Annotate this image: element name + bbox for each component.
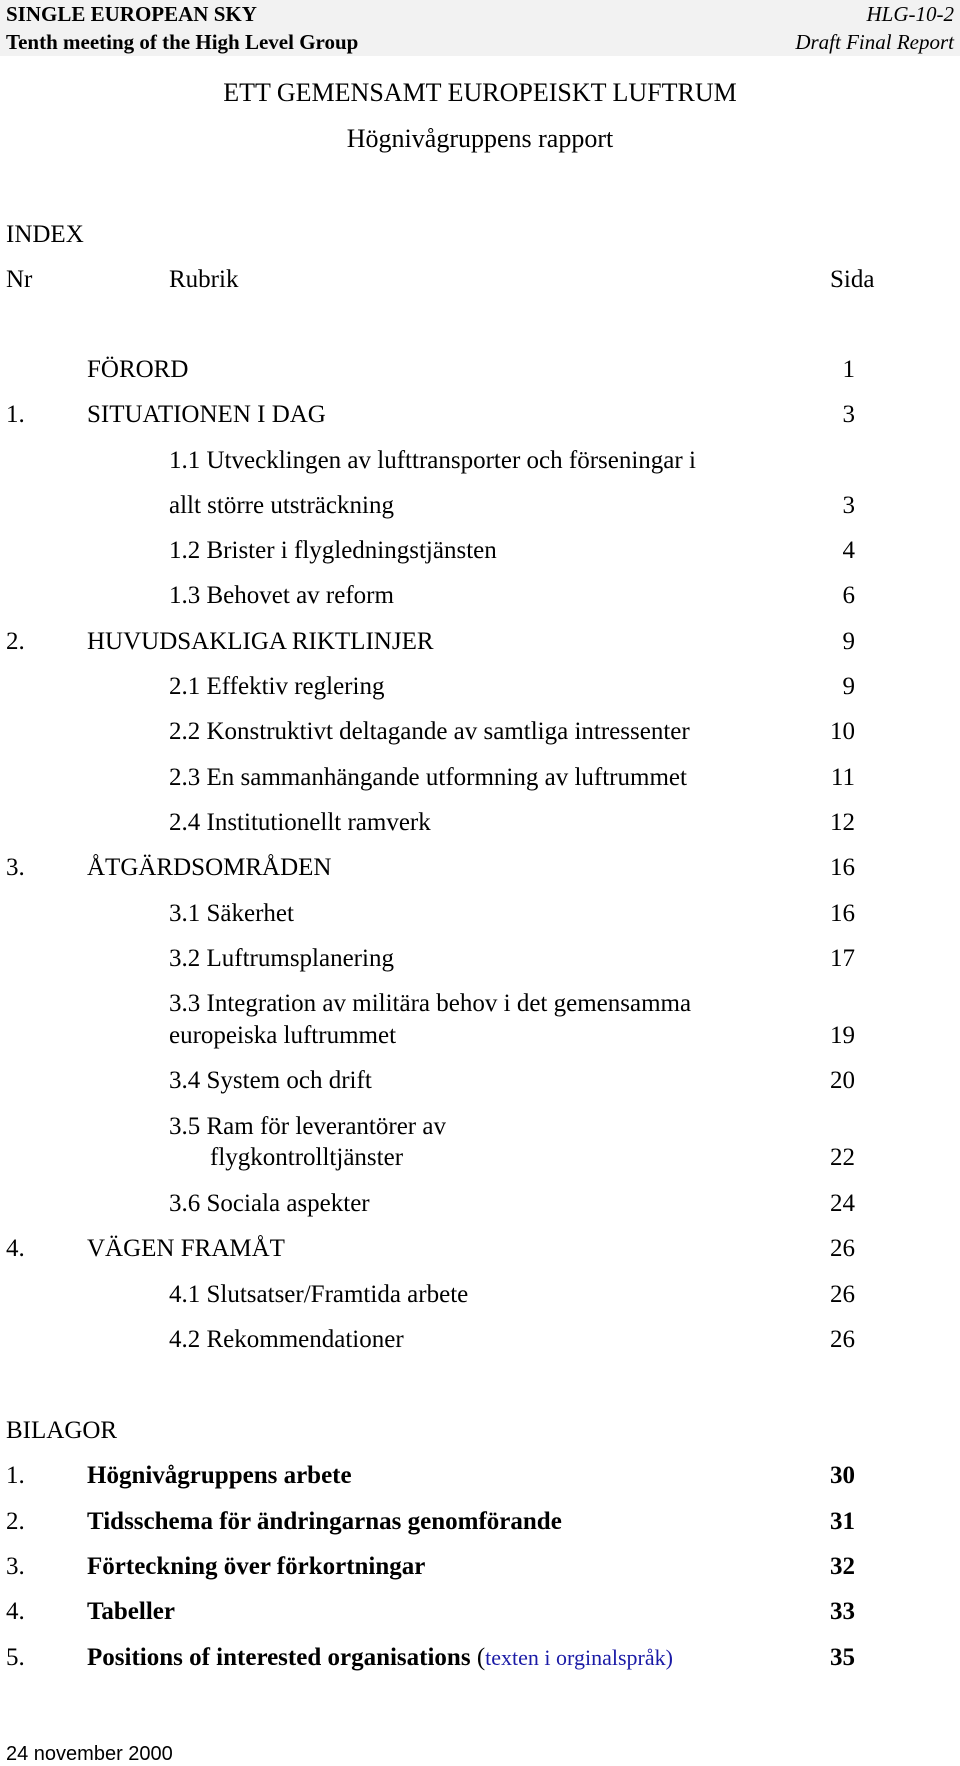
toc-entry-3-3-line2[interactable]: europeiska luftrummet	[169, 1022, 397, 1049]
toc-section-3-label[interactable]: ÅTGÄRDSOMRÅDEN	[87, 854, 332, 881]
toc-entry-1-2-label[interactable]: 1.2 Brister i flygledningstjänsten	[169, 537, 497, 564]
annex-5-page: 35	[830, 1644, 855, 1671]
header-right	[795, 0, 954, 56]
toc-section-2-label[interactable]: HUVUDSAKLIGA RIKTLINJER	[87, 628, 434, 655]
annex-3-label[interactable]: Förteckning över förkortningar	[87, 1553, 426, 1580]
toc-section-4-nr: 4.	[6, 1235, 25, 1262]
annex-4-nr: 4.	[6, 1598, 25, 1625]
toc-section-2-nr: 2.	[6, 628, 25, 655]
toc-section-2-page: 9	[842, 628, 855, 655]
footer-date: 24 november 2000	[6, 1743, 173, 1765]
toc-section-1-label[interactable]: SITUATIONEN I DAG	[87, 401, 326, 428]
toc-entry-3-6-label[interactable]: 3.6 Sociala aspekter	[169, 1190, 370, 1217]
annex-3-nr: 3.	[6, 1553, 25, 1580]
toc-entry-2-4-label[interactable]: 2.4 Institutionellt ramverk	[169, 809, 431, 836]
annex-5-entry[interactable]	[87, 1643, 673, 1673]
annexes-heading: BILAGOR	[6, 1417, 118, 1444]
toc-entry-3-5-page: 22	[830, 1144, 855, 1171]
annex-1-label[interactable]: Högnivågruppens arbete	[87, 1462, 352, 1489]
toc-entry-3-1-page: 16	[830, 900, 855, 927]
toc-entry-1-2-page: 4	[842, 537, 855, 564]
toc-entry-1-3-label[interactable]: 1.3 Behovet av reform	[169, 582, 394, 609]
toc-entry-3-6-page: 24	[830, 1190, 855, 1217]
annex-5-language-note: texten i orginalspråk)	[485, 1645, 673, 1670]
toc-section-1-nr: 1.	[6, 401, 25, 428]
toc-entry-2-3-label[interactable]: 2.3 En sammanhängande utformning av luftrummet	[169, 764, 687, 791]
toc-entry-2-2-label[interactable]: 2.2 Konstruktivt deltagande av samtliga intressenter	[169, 718, 690, 745]
column-header-nr: Nr	[6, 266, 33, 293]
annex-2-page: 31	[830, 1508, 855, 1535]
toc-entry-3-4-page: 20	[830, 1067, 855, 1094]
toc-entry-1-1-page: 3	[842, 492, 855, 519]
header-doc-id: HLG-10-2	[866, 2, 954, 26]
annex-1-page: 30	[830, 1462, 855, 1489]
annex-5-nr: 5.	[6, 1644, 25, 1671]
toc-entry-3-2-page: 17	[830, 945, 855, 972]
annex-5-label: Positions of interested organisations	[87, 1644, 471, 1671]
index-heading: INDEX	[6, 221, 84, 248]
toc-entry-3-3-line1[interactable]: 3.3 Integration av militära behov i det gemensamma	[169, 990, 692, 1017]
toc-entry-4-2-label[interactable]: 4.2 Rekommendationer	[169, 1326, 404, 1353]
toc-entry-4-2-page: 26	[830, 1326, 855, 1353]
annex-5-open-paren: (	[476, 1644, 486, 1671]
toc-entry-1-3-page: 6	[842, 582, 855, 609]
toc-entry-2-1-page: 9	[842, 673, 855, 700]
toc-entry-4-1-page: 26	[830, 1281, 855, 1308]
annex-1-nr: 1.	[6, 1462, 25, 1489]
annex-4-label[interactable]: Tabeller	[87, 1598, 175, 1625]
annex-2-nr: 2.	[6, 1508, 25, 1535]
toc-entry-2-2-page: 10	[830, 718, 855, 745]
header-project-name: SINGLE EUROPEAN SKY	[6, 2, 257, 26]
toc-entry-3-4-label[interactable]: 3.4 System och drift	[169, 1067, 372, 1094]
toc-entry-4-1-label[interactable]: 4.1 Slutsatser/Framtida arbete	[169, 1281, 469, 1308]
toc-section-3-nr: 3.	[6, 854, 25, 881]
header-meeting-name: Tenth meeting of the High Level Group	[6, 30, 359, 54]
toc-entry-2-1-label[interactable]: 2.1 Effektiv reglering	[169, 673, 385, 700]
document-subtitle: Högnivågruppens rapport	[346, 124, 614, 153]
toc-entry-2-3-page: 11	[830, 764, 855, 791]
toc-entry-1-1-line1[interactable]: 1.1 Utvecklingen av lufttransporter och förseningar i	[169, 447, 696, 474]
column-header-rubrik: Rubrik	[169, 266, 239, 293]
toc-entry-3-5-line1[interactable]: 3.5 Ram för leverantörer av	[169, 1113, 446, 1140]
toc-section-4-label[interactable]: VÄGEN FRAMÅT	[87, 1235, 285, 1262]
toc-entry-3-5-line2[interactable]: flygkontrolltjänster	[210, 1144, 404, 1171]
header-doc-status: Draft Final Report	[795, 30, 954, 54]
toc-section-4-page: 26	[830, 1235, 855, 1262]
toc-section-3-page: 16	[830, 854, 855, 881]
toc-entry-3-2-label[interactable]: 3.2 Luftrumsplanering	[169, 945, 394, 972]
toc-entry-forord-label[interactable]: FÖRORD	[87, 356, 189, 383]
annex-3-page: 32	[830, 1553, 855, 1580]
toc-section-1-page: 3	[842, 401, 855, 428]
toc-entry-2-4-page: 12	[830, 809, 855, 836]
toc-entry-3-3-page: 19	[830, 1022, 855, 1049]
document-title: ETT GEMENSAMT EUROPEISKT LUFTRUM	[223, 78, 737, 107]
annex-2-label[interactable]: Tidsschema för ändringarnas genomförande	[87, 1508, 562, 1535]
header-left	[6, 0, 358, 56]
column-header-sida: Sida	[830, 266, 875, 293]
page-header	[0, 0, 960, 56]
toc-entry-forord-page: 1	[842, 356, 855, 383]
toc-entry-3-1-label[interactable]: 3.1 Säkerhet	[169, 900, 294, 927]
toc-entry-1-1-line2[interactable]: allt större utsträckning	[169, 492, 394, 519]
annex-4-page: 33	[830, 1598, 855, 1625]
